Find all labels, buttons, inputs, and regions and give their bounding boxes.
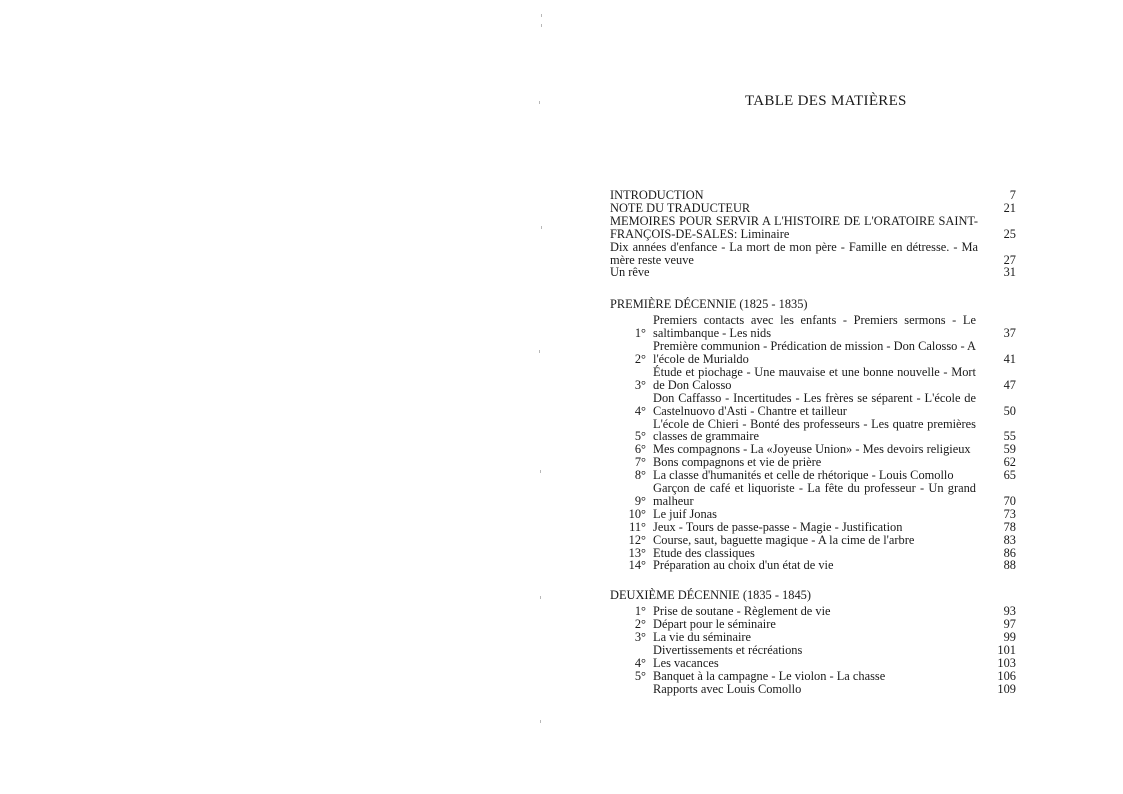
toc-page-number: 83 [1003,532,1016,547]
toc-entry-title: Départ pour le séminaire [653,617,776,632]
chapter-number: 1° [634,326,646,341]
toc-entry-title: Préparation au choix d'un état de vie [653,558,834,573]
chapter-number: 3° [634,630,646,645]
toc-entry[interactable] [610,418,1016,444]
chapter-number: 1° [634,604,646,619]
scan-speck [540,596,541,599]
chapter-number: 9° [634,493,646,508]
scan-speck [541,226,542,229]
toc-entry[interactable] [610,534,1016,547]
table-of-contents [610,189,1016,696]
toc-entry-title: Banquet à la campagne - Le violon - La chasse [653,668,886,683]
toc-entry[interactable] [610,482,1016,508]
toc-page-number: 41 [1003,351,1016,366]
toc-entry[interactable] [610,340,1016,366]
scan-speck [540,720,541,723]
toc-entry[interactable] [610,559,1016,572]
toc-page-number: 88 [1003,558,1016,573]
page-title: TABLE DES MATIÈRES [745,93,907,109]
toc-entry-title: Etude des classiques [653,545,755,560]
toc-entry[interactable] [610,657,1016,670]
toc-page-number: 31 [1003,265,1016,280]
toc-entry[interactable] [610,670,1016,683]
toc-entry-title: INTRODUCTION [610,188,704,202]
toc-entry[interactable] [610,683,1016,696]
toc-entry-title: Prise de soutane - Règlement de vie [653,604,831,619]
toc-page-number: 78 [1003,519,1016,534]
toc-page-number: 21 [1003,200,1016,215]
chapter-number: 8° [634,468,646,483]
chapter-number: 4° [634,403,646,418]
chapter-number: 10° [628,506,646,521]
toc-entry[interactable] [610,508,1016,521]
toc-entry-title: Don Caffasso - Incertitudes - Les frères se séparent - L'école de Castelnuovo d'Asti - Chantre et tailleur [653,390,976,418]
scan-speck [539,350,540,353]
toc-page-number: 7 [1009,188,1016,202]
toc-entry-title: Dix années d'enfance - La mort de mon père - Famille en détresse. - Ma mère reste veuve [610,239,978,267]
toc-page-number: 65 [1003,468,1016,483]
toc-entry-title: Rapports avec Louis Comollo [653,681,802,696]
toc-entry-title: Le juif Jonas [653,506,718,521]
chapter-number: 4° [634,655,646,670]
toc-entry[interactable] [610,189,1016,202]
chapter-number: 12° [628,532,646,547]
toc-entry[interactable] [610,644,1016,657]
toc-entry-title: L'école de Chieri - Bonté des professeurs - Les quatre premières classes de grammaire [653,416,976,444]
toc-page-number: 103 [997,655,1016,670]
scan-speck [541,24,542,27]
toc-page-number: 27 [1003,252,1016,267]
toc-page-number: 106 [997,668,1016,683]
toc-page-number: 97 [1003,617,1016,632]
toc-entry-title: Premiers contacts avec les enfants - Premiers sermons - Le saltimbanque - Les nids [653,313,976,341]
toc-page-number: 86 [1003,545,1016,560]
toc-page-number: 109 [997,681,1016,696]
toc-entry[interactable] [610,215,1016,241]
toc-page-number: 37 [1003,326,1016,341]
chapter-number: 13° [628,545,646,560]
chapter-number: 11° [629,519,646,534]
toc-entry-title: Divertissements et récréations [653,643,803,657]
toc-entry-title: Jeux - Tours de passe-passe - Magie - Justification [653,519,903,534]
section-heading: PREMIÈRE DÉCENNIE (1825 - 1835) [610,297,808,312]
toc-page-number: 62 [1003,455,1016,470]
toc-entry[interactable] [610,521,1016,534]
toc-entry-title: Course, saut, baguette magique - A la cime de l'arbre [653,532,915,547]
toc-entry-title: Étude et piochage - Une mauvaise et une bonne nouvelle - Mort de Don Calosso [653,364,976,392]
toc-entry-title: Les vacances [653,655,719,670]
toc-entry[interactable] [610,266,1016,279]
toc-page-number: 99 [1003,630,1016,645]
toc-page-number: 73 [1003,506,1016,521]
toc-page-number: 50 [1003,403,1016,418]
toc-entry-title: Garçon de café et liquoriste - La fête du professeur - Un grand malheur [653,481,976,508]
section-heading: DEUXIÈME DÉCENNIE (1835 - 1845) [610,588,811,603]
toc-entry-title: Un rêve [610,265,650,280]
toc-page-number: 70 [1003,493,1016,508]
chapter-number: 5° [634,668,646,683]
toc-entry-title: Bons compagnons et vie de prière [653,455,822,470]
toc-entry-title: NOTE DU TRADUCTEUR [610,200,751,215]
toc-entry[interactable] [610,314,1016,340]
scan-speck [539,101,540,104]
chapter-number: 2° [634,617,646,632]
toc-entry-title: MEMOIRES POUR SERVIR A L'HISTOIRE DE L'ORATOIRE SAINT-FRANÇOIS-DE-SALES: Liminaire [610,213,978,241]
toc-entry[interactable] [610,202,1016,215]
toc-entry-title: La vie du séminaire [653,630,752,645]
chapter-number: 6° [634,442,646,457]
chapter-number: 2° [634,351,646,366]
toc-page-number: 55 [1003,429,1016,444]
chapter-number: 3° [634,377,646,392]
toc-entry[interactable] [610,241,1016,267]
toc-entry-title: La classe d'humanités et celle de rhétorique - Louis Comollo [653,468,954,483]
toc-entry-title: Première communion - Prédication de mission - Don Calosso - A l'école de Murialdo [653,339,976,366]
toc-entry-title: Mes compagnons - La «Joyeuse Union» - Mes devoirs religieux [653,442,971,457]
scan-speck [541,14,542,17]
toc-page-number: 93 [1003,604,1016,619]
toc-page-number: 25 [1003,226,1016,241]
scan-speck [540,470,541,473]
toc-page-number: 101 [997,643,1016,657]
toc-page-number: 59 [1003,442,1016,457]
chapter-number: 14° [628,558,646,573]
toc-entry[interactable] [610,366,1016,392]
toc-entry[interactable] [610,392,1016,418]
toc-page-number: 47 [1003,377,1016,392]
chapter-number: 5° [634,429,646,444]
chapter-number: 7° [634,455,646,470]
